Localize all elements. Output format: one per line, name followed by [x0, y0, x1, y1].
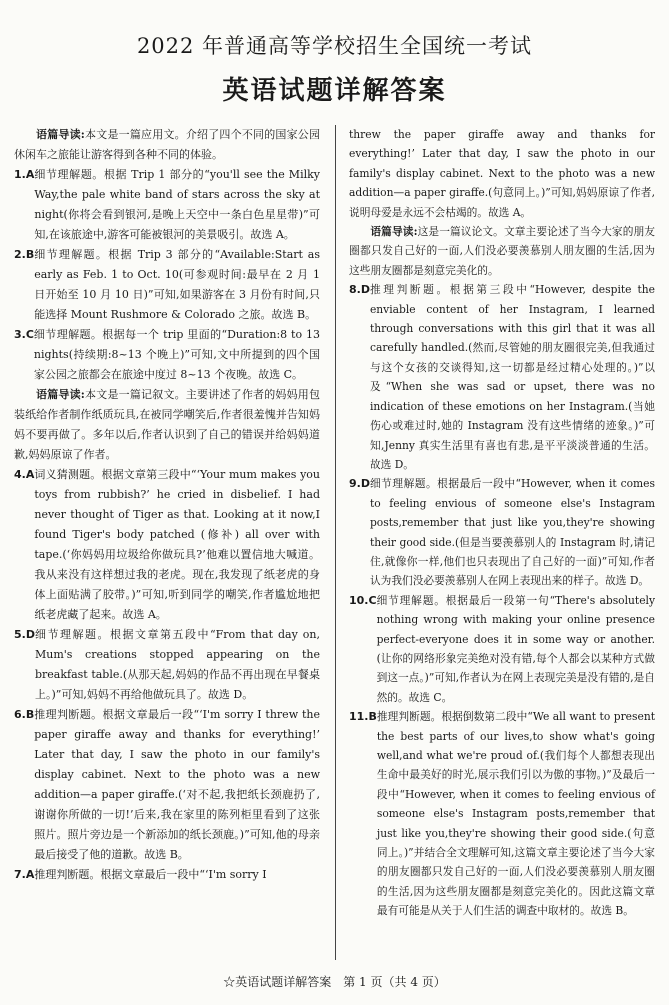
item-number: 9.D	[349, 477, 370, 491]
item-7-continuation: threw the paper giraffe away and thanks for everything!’ Later that day, I saw the photo in our family's display cabinet. Next to the photo was a new addition—a paper giraffe.(句意同上。)”可知,妈妈原谅了作者,说明母爱是永远不会枯竭的。故选 A。	[349, 128, 655, 219]
item-number: 6.B	[14, 708, 35, 721]
item-explanation: 细节理解题。根据最后一段中“However, when it comes to feeling envious of someone else's Instagram posts,remember that just like you,they're showing their good side.(但是当要羡慕别人的 Instagram 时,请记住,就像你一样,他们也只表现出了自己好的一面)”可知,作者认为我们没必要羡慕别人在网上表现出来的样子。故选 D。	[369, 477, 655, 588]
reading-guide-3	[349, 222, 655, 280]
answer-item-4	[14, 465, 320, 625]
item-number: 5.D	[14, 628, 35, 641]
item-number: 8.D	[349, 283, 370, 297]
reading-guide-2	[14, 385, 320, 465]
answer-item-1	[14, 165, 320, 245]
guide-text: 本文是一篇记叙文。主要讲述了作者的妈妈用包装纸给作者制作纸质玩具,在被同学嘲笑后,作者很羞愧并告知妈妈不要再做了。多年以后,作者认识到了自己的错误并给妈妈道歉,妈妈原谅了作者。	[14, 388, 321, 461]
answer-item-3	[14, 325, 320, 385]
answer-key-title: 英语试题详解答案	[222, 76, 447, 106]
item-number: 10.C	[349, 593, 377, 607]
answer-item-8	[349, 280, 655, 474]
item-explanation: 细节理解题。根据文章第五段中“From that day on, Mum's creations stopped appearing on the breakfast table.(从那天起,妈妈的作品不再出现在早餐桌上。)”可知,妈妈不再给他做玩具了。故选 D。	[34, 628, 320, 701]
answer-item-9	[349, 474, 655, 590]
item-number: 7.A	[14, 868, 35, 881]
answer-item-10	[349, 591, 655, 707]
left-column	[14, 125, 320, 885]
guide-label: 语篇导读:	[370, 225, 418, 239]
item-explanation: 词义猜测题。根据文章第三段中“‘Your mum makes you toys from rubbish?’ he cried in disbelief. I had never thought of Tiger as that. Looking at it now,I found Tiger's body patched (修补) all over with tape.(‘你妈妈用垃圾给你做玩具?’他难以置信地大喊道。我从来没有这样想过我的老虎。现在,我发现了纸老虎的身体上面贴满了胶带。)”可知,听到同学的嘲笑,作者尴尬地把纸老虎藏了起来。故选 A。	[34, 468, 320, 621]
item-number: 3.C	[14, 328, 34, 341]
answer-item-7	[14, 865, 320, 885]
item-number: 1.A	[14, 168, 35, 181]
item-explanation: 细节理解题。根据 Trip 1 部分的“you'll see the Milky Way,the pale white band of stars across the sky at night(你将会看到银河,是晚上天空中一条白色星星带)”可知,在该旅途中,游客可能被银河的美景吸引。故选 A。	[34, 168, 320, 241]
item-explanation: 推理判断题。根据第三段中“However, despite the enviable content of her Instagram, I learned through conversations with this girl that it was all carefully handled.(然而,尽管她的朋友圈很完美,但我通过与这个女孩的交谈得知,这一切都是经过精心处理的。)”以及“When she was sad or upset, there was no indication of these emotions on her Instagram.(当她伤心或难过时,她的 Instagram 没有这些情绪的迹象。)”可知,Jenny 真实生活里有喜也有悲,是平平淡淡普通的生活。故选 D。	[369, 283, 655, 471]
item-explanation: 细节理解题。根据 Trip 3 部分的“Available:Start as early as Feb. 1 to Oct. 10(可参观时间:最早在 2 月 1 日开始至 10 月 10 日)”可知,如果游客在 3 月份有时间,只能选择 Mount Rushmore & Colorado 之旅。故选 B。	[34, 248, 320, 321]
guide-label: 语篇导读:	[36, 388, 85, 401]
item-explanation: 推理判断题。根据文章最后一段中“‘I'm sorry I	[34, 868, 267, 881]
right-column	[349, 125, 655, 921]
answer-item-5	[14, 625, 320, 705]
guide-text: 这是一篇议论文。文章主要论述了当今大家的朋友圈都只发自己好的一面,人们没必要羡慕别人朋友圈的生活,因为这些朋友圈都是刻意完美化的。	[349, 225, 655, 277]
answer-item-11	[349, 707, 655, 920]
column-divider	[335, 125, 336, 960]
reading-guide-1	[14, 125, 320, 165]
exam-title: 2022 年普通高等学校招生全国统一考试	[136, 34, 533, 58]
item-number: 11.B	[349, 710, 377, 724]
item-explanation: 推理判断题。根据倒数第二段中“We all want to present the best parts of our lives,to show what's going well,and what we're proud of.(我们每个人都想表现出生命中最美好的时光,展示我们引以为傲的事物。)”及最后一段中“However, when it comes to feeling envious of someone else's Instagram posts,remember that just like you,they're showing their good side.(句意同上。)”并结合全文理解可知,这篇文章主要论述了当今大家的朋友圈都只发自己好的一面,人们没必要羡慕别人朋友圈的生活,因为这些朋友圈都是刻意完美化的。因此这篇文章最有可能是从关于人们生活的调查中取材的。故选 B。	[376, 710, 655, 918]
item-number: 4.A	[14, 468, 35, 481]
item-explanation: 细节理解题。根据最后一段第一句“There's absolutely nothing wrong with making your online presence perfect-everyone does it in some way or another.(让你的网络形象完美绝对没有错,每个人都会以某种方式做到这一点。)”可知,作者认为在网上表现完美是没有错的,是自然的。故选 C。	[376, 593, 655, 704]
guide-text: 本文是一篇应用文。介绍了四个不同的国家公园休闲车之旅能让游客得到各种不同的体验。	[14, 128, 321, 161]
page-footer: ☆英语试题详解答案 第 1 页（共 4 页）	[223, 975, 446, 989]
item-number: 2.B	[14, 248, 35, 261]
guide-label: 语篇导读:	[36, 128, 85, 141]
answer-item-2	[14, 245, 320, 325]
item-explanation: 细节理解题。根据每一个 trip 里面的“Duration:8 to 13 nights(持续期:8~13 个晚上)”可知,文中所提到的四个国家公园之旅都会在旅途中度过 8~13 个夜晚。故选 C。	[33, 328, 320, 381]
item-explanation: 推理判断题。根据文章最后一段“‘I'm sorry I threw the paper giraffe away and thanks for everything!’ Later that day, I saw the photo in our family's display cabinet. Next to the photo was a new addition—a paper giraffe.(‘对不起,我把纸长颈鹿扔了,谢谢你所做的一切!’后来,我在家里的陈列柜里看到了这张照片。照片旁边是一个新添加的纸长颈鹿。)”可知,他的母亲最后接受了他的道歉。故选 B。	[34, 708, 320, 861]
answer-item-6	[14, 705, 320, 865]
